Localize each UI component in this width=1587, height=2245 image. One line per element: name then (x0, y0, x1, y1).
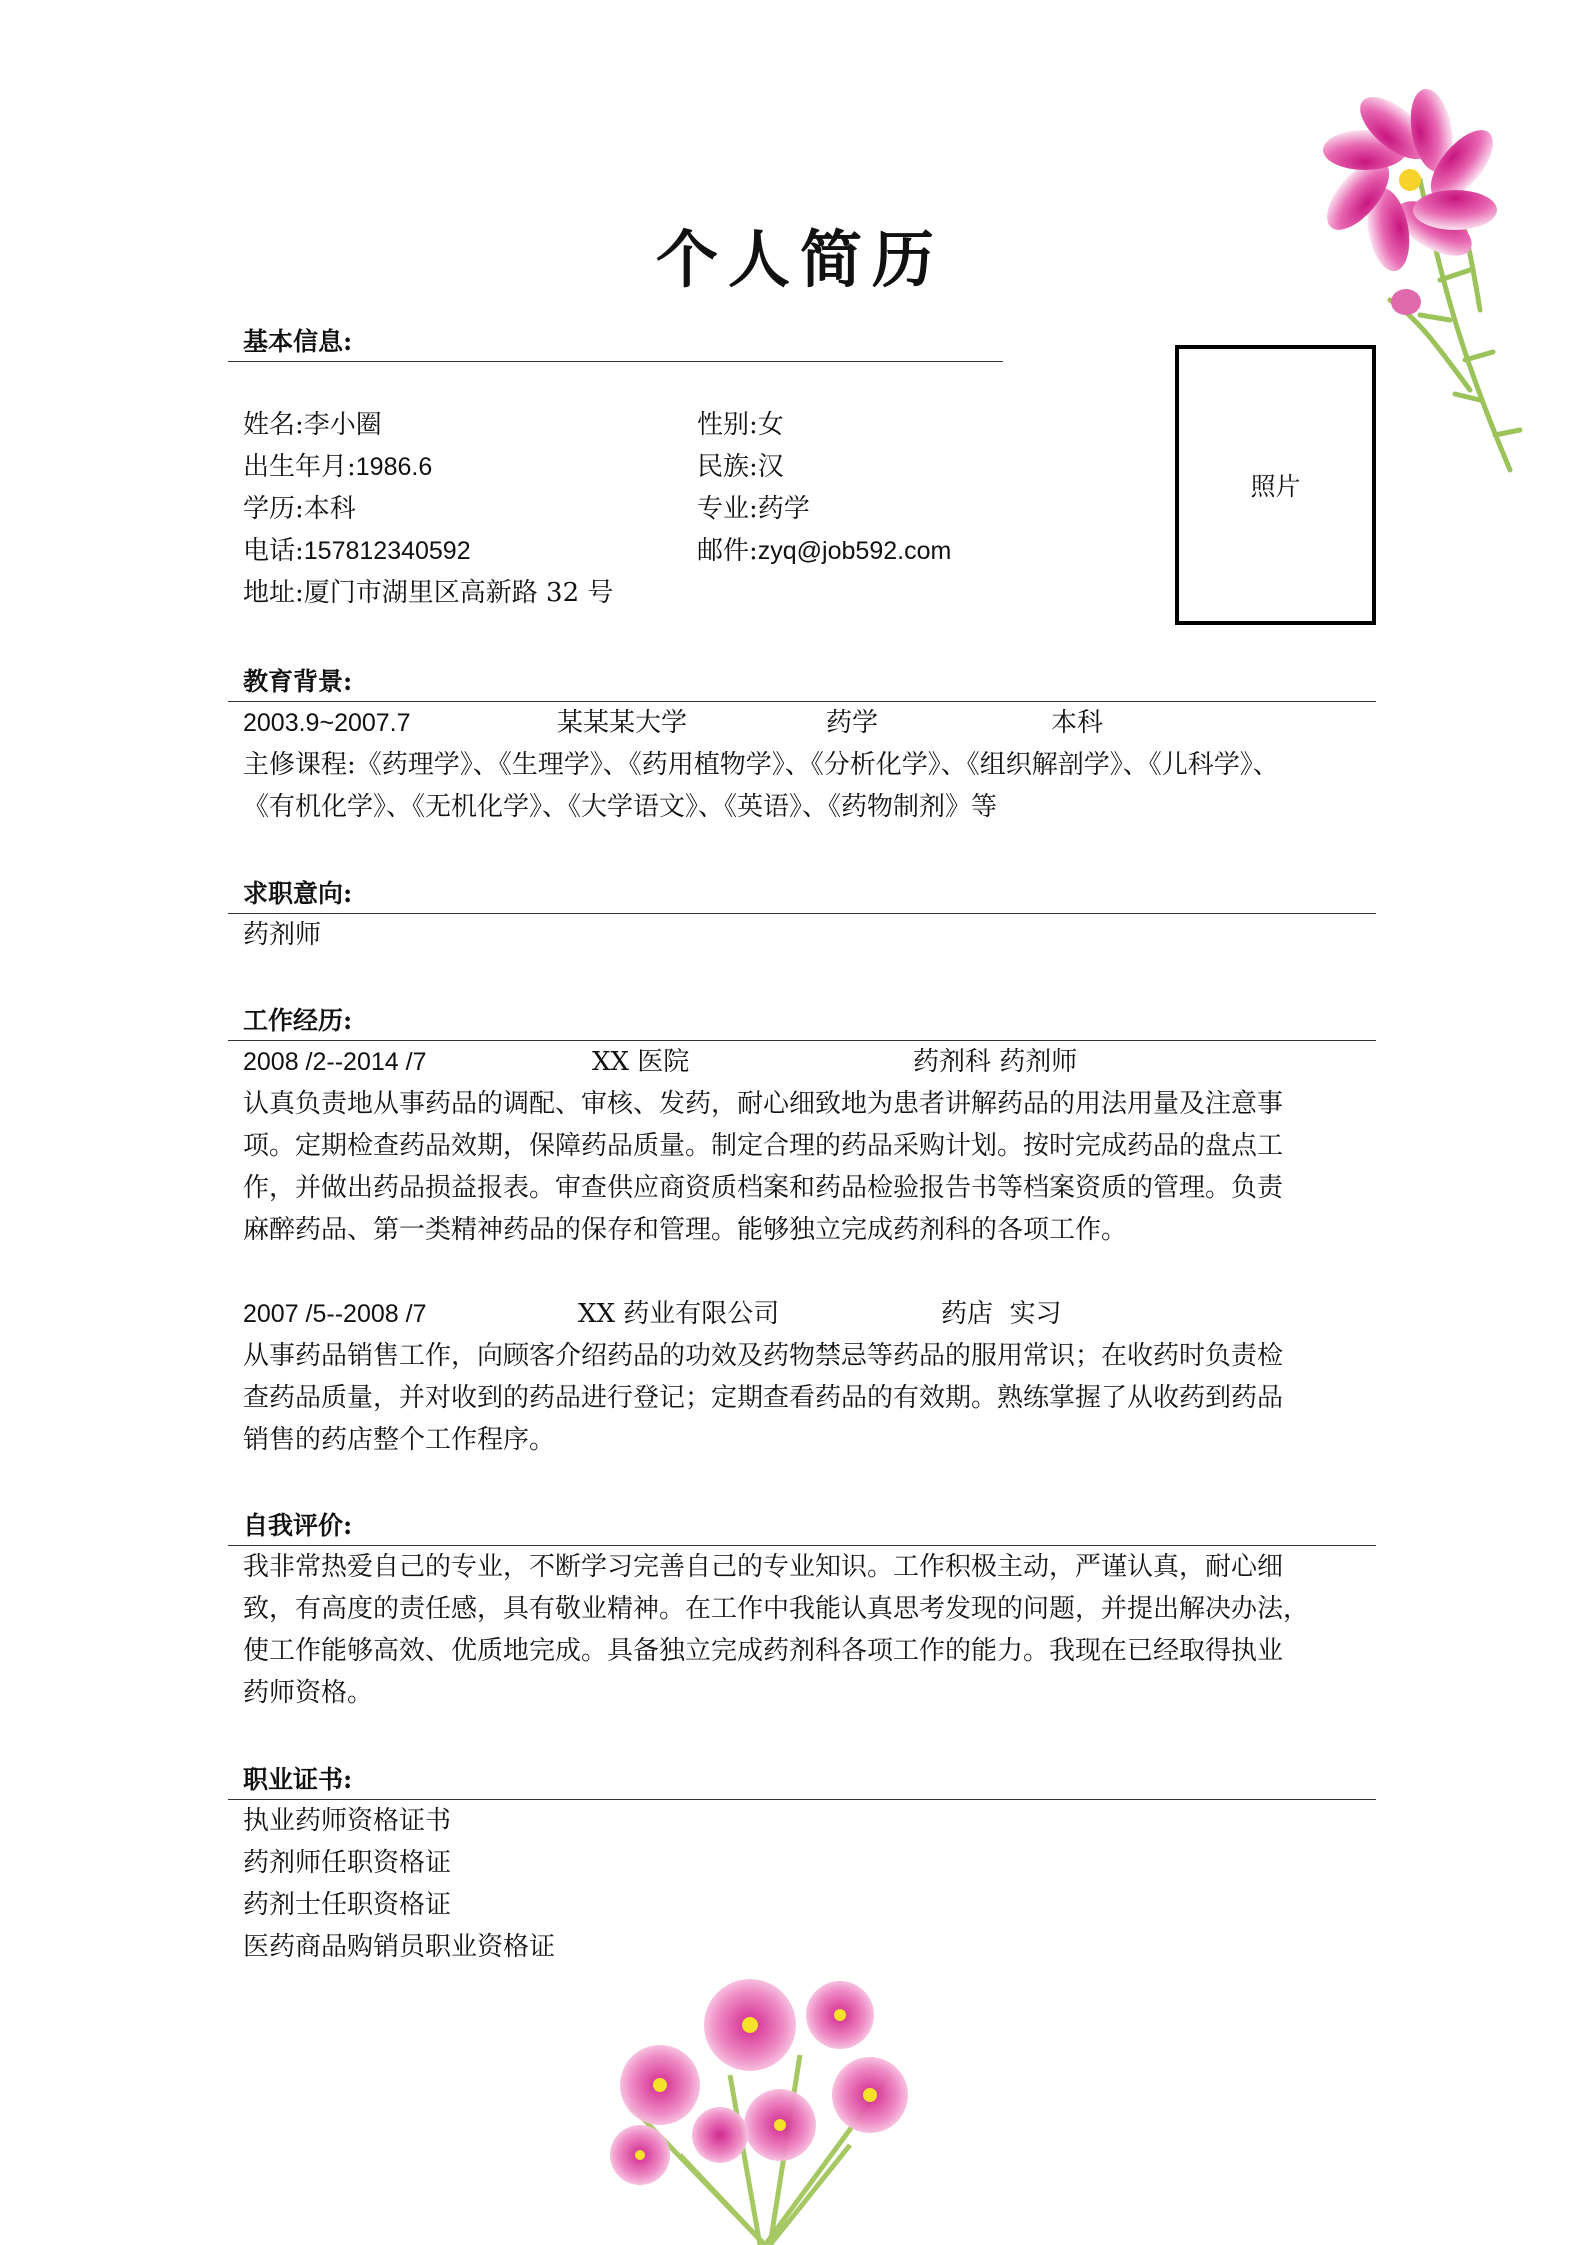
job-2-desc-line3: 销售的药店整个工作程序。 (243, 1425, 556, 1455)
job-2-period (243, 1293, 426, 1335)
degree-label: 学历: (243, 494, 304, 524)
gender-row (697, 404, 784, 446)
address-label: 地址: (243, 578, 304, 608)
job-1-period (243, 1041, 426, 1083)
education-courses-line2: 《有机化学》、《无机化学》、《大学语文》、《英语》、《药物制剂》等 (243, 792, 998, 822)
address-row (243, 572, 613, 614)
self-eval-heading: 自我评价: (243, 1511, 353, 1540)
education-school: 某某某大学 (557, 708, 688, 738)
job-2-period-text: 2007 /5--2008 /7 (243, 1300, 427, 1328)
education-period-text: 2003.9~2007.7 (243, 709, 411, 737)
degree-value: 本科 (303, 494, 356, 524)
birth-label: 出生年月: (243, 452, 356, 482)
basic-info-divider (228, 361, 1003, 362)
education-degree: 本科 (1051, 708, 1104, 738)
email-label: 邮件: (697, 536, 758, 566)
flower-bouquet-icon (570, 1955, 970, 2245)
job-1-period-text: 2008 /2--2014 /7 (243, 1048, 427, 1076)
certificate-item: 执业药师资格证书 (243, 1806, 452, 1836)
email-value: zyq@job592.com (757, 537, 952, 565)
phone-row (243, 530, 471, 572)
name-value: 李小圈 (303, 410, 382, 440)
job-1-org: XX 医院 (592, 1047, 690, 1077)
ethnic-row (697, 446, 784, 488)
certificate-item: 医药商品购销员职业资格证 (243, 1932, 556, 1962)
certificate-item: 药剂士任职资格证 (243, 1890, 452, 1920)
education-major: 药学 (826, 708, 879, 738)
gender-value: 女 (757, 410, 784, 440)
education-heading: 教育背景: (243, 667, 353, 696)
email-row (697, 530, 951, 572)
job-1-desc-line3: 作，并做出药品损益报表。审查供应商资质档案和药品检验报告书等档案资质的管理。负责 (243, 1173, 1284, 1203)
phone-label: 电话: (243, 536, 304, 566)
self-eval-line3: 使工作能够高效、优质地完成。具备独立完成药剂科各项工作的能力。我现在已经取得执业 (243, 1636, 1284, 1666)
job-2-desc-line2: 查药品质量，并对收到的药品进行登记；定期查看药品的有效期。熟练掌握了从收药到药品 (243, 1383, 1284, 1413)
major-label: 专业: (697, 494, 758, 524)
certificate-item: 药剂师任职资格证 (243, 1848, 452, 1878)
certificates-heading: 职业证书: (243, 1765, 353, 1794)
job-1-desc-line2: 项。定期检查药品效期，保障药品质量。制定合理的药品采购计划。按时完成药品的盘点工 (243, 1131, 1284, 1161)
objective-heading: 求职意向: (243, 879, 353, 908)
basic-info-heading: 基本信息: (243, 327, 353, 356)
objective-value: 药剂师 (243, 920, 322, 950)
gender-label: 性别: (697, 410, 758, 440)
self-eval-line2: 致，有高度的责任感，具有敬业精神。在工作中我能认真思考发现的问题，并提出解决办法， (243, 1594, 1310, 1624)
education-period (243, 702, 411, 744)
major-value: 药学 (757, 494, 810, 524)
self-eval-line4: 药师资格。 (243, 1678, 374, 1708)
major-row (697, 488, 810, 530)
education-courses-line1: 主修课程:《药理学》、《生理学》、《药用植物学》、《分析化学》、《组织解剖学》、《儿科学》、 (243, 750, 1279, 780)
photo-placeholder (1175, 345, 1376, 625)
work-heading: 工作经历: (243, 1006, 353, 1035)
objective-divider (228, 913, 1376, 914)
address-value: 厦门市湖里区高新路 32 号 (303, 578, 614, 608)
name-row (243, 404, 382, 446)
ethnic-value: 汉 (757, 452, 784, 482)
birth-row (243, 446, 432, 488)
job-1-role: 药剂科 药剂师 (913, 1047, 1078, 1077)
name-label: 姓名: (243, 410, 304, 440)
job-2-desc-line1: 从事药品销售工作，向顾客介绍药品的功效及药物禁忌等药品的服用常识；在收药时负责检 (243, 1341, 1284, 1371)
birth-value: 1986.6 (355, 453, 433, 481)
job-2-role: 药店 实习 (941, 1299, 1062, 1329)
job-1-desc-line4: 麻醉药品、第一类精神药品的保存和管理。能够独立完成药剂科的各项工作。 (243, 1215, 1128, 1245)
ethnic-label: 民族: (697, 452, 758, 482)
photo-label: 照片 (1250, 472, 1301, 501)
page-title: 个人简历 (655, 223, 944, 296)
phone-value: 157812340592 (303, 537, 471, 565)
self-eval-line1: 我非常热爱自己的专业，不断学习完善自己的专业知识。工作积极主动，严谨认真，耐心细 (243, 1552, 1284, 1582)
job-2-org: XX 药业有限公司 (578, 1299, 780, 1329)
degree-row (243, 488, 356, 530)
job-1-desc-line1: 认真负责地从事药品的调配、审核、发药，耐心细致地为患者讲解药品的用法用量及注意事 (243, 1089, 1284, 1119)
